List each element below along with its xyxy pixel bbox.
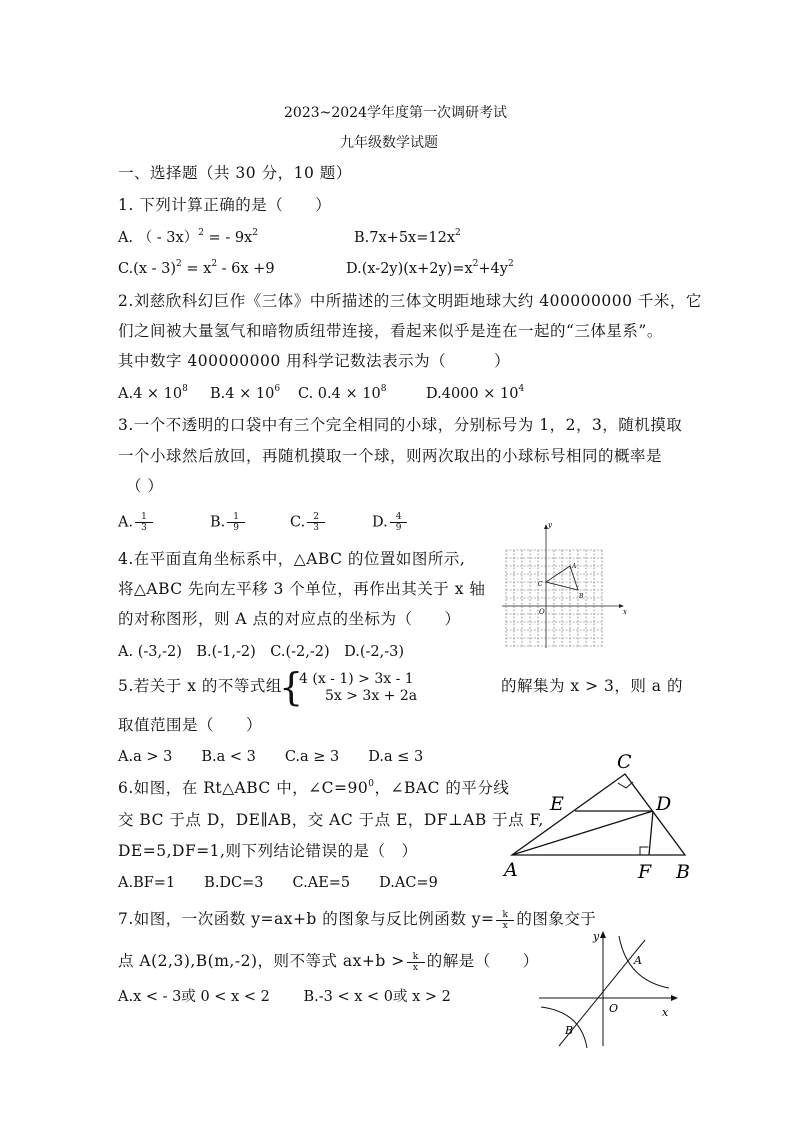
q1-stem: 1. 下列计算正确的是（ ） — [118, 196, 332, 214]
q2-line-1: 2.刘慈欣科幻巨作《三体》中所描述的三体文明距地球大约 400000000 千米，它 — [118, 292, 702, 310]
q6-label-c: C — [617, 751, 632, 773]
q7-hyperbola-branch-2 — [541, 1007, 587, 1048]
q4-y-label: y — [548, 521, 552, 529]
q7-options: A.x < - 3或 0 < x < 2 B.-3 < x < 0或 x > 2 — [118, 989, 451, 1005]
q2-option-c: C. $0.4 \times 10^8$ — [298, 384, 387, 402]
q2-option-a: $A.4 \times 10^8$ — [118, 384, 188, 402]
q2-line-3: 其中数字 400000000 用科学记数法表示为（ ） — [118, 352, 511, 370]
q7-line-2: 点 A(2,3),B(m,-2)，则不等式 ax+b > $\frac{k}{x}$ 的解是（ ） — [118, 951, 539, 973]
q5-line-2: 取值范围是（ ） — [118, 716, 263, 734]
q1-option-c: $C.(x - 3)^2 = x^2 - 6x +9$ — [118, 259, 275, 277]
q3-option-a: A. $\frac{1}{3}$ — [118, 512, 155, 533]
q7-x-label: x — [662, 1006, 669, 1019]
exam-title: 2023~2024学年度第一次调研考试 — [284, 105, 507, 121]
q6-line-df — [649, 811, 653, 855]
q7-function-graph-figure — [535, 928, 685, 1053]
q2-option-b: $B.4 \times 10^6$ — [210, 384, 281, 402]
q7-point-b-label: B — [565, 1024, 574, 1037]
q3-option-c: C. $\frac{2}{3}$ — [290, 512, 327, 533]
q4-origin-label: O — [539, 608, 545, 616]
q3-option-d: D. $\frac{4}{9}$ — [372, 512, 409, 533]
q6-right-angle-f — [640, 847, 649, 855]
q3-option-b: B. $\frac{1}{9}$ — [210, 512, 247, 533]
q4-point-c-label: C — [538, 581, 543, 588]
q6-right-angle-c — [618, 782, 633, 788]
q6-options: A.BF=1 B.DC=3 C.AE=5 D.AC=9 — [118, 875, 438, 891]
q1-option-b: $B.7x+5x=12x^2$ — [354, 228, 461, 246]
q3-line-3: （ ） — [126, 477, 164, 495]
q4-point-a-label: A — [572, 563, 577, 570]
q6-bisector-ad — [512, 811, 653, 855]
q4-line-2: 将△ABC 先向左平移 3 个单位，再作出其关于 x 轴 — [118, 580, 486, 598]
q5-system-brace: { — [279, 665, 304, 709]
section-heading: 一、选择题（共 30 分，10 题） — [118, 164, 352, 182]
q6-line-3: DE=5,DF=1,则下列结论错误的是（ ） — [118, 842, 418, 860]
q2-line-2: 们之间被大量氢气和暗物质纽带连接，看起来似乎是连在一起的“三体星系”。 — [118, 322, 663, 340]
q5-tail: 的解集为 x > 3，则 a 的 — [501, 677, 683, 695]
q6-line-2: 交 BC 于点 D，DE∥AB，交 AC 于点 E，DF⊥AB 于点 F, — [118, 811, 544, 829]
q4-line-3: 的对称图形，则 A 点的对应点的坐标为（ ） — [118, 610, 461, 628]
q7-y-label: y — [593, 930, 600, 943]
q6-label-d: D — [656, 793, 672, 815]
q5-inequality-1: 4 (x - 1) > 3x - 1 — [299, 671, 414, 687]
exam-subtitle: 九年级数学试题 — [340, 135, 438, 151]
q4-options: A. (-3,-2) B.(-1,-2) C.(-2,-2) D.(-2,-3) — [118, 644, 405, 660]
q5-inequality-2: 5x > 3x + 2a — [325, 688, 418, 704]
q7-point-a-label: A — [634, 954, 642, 967]
q6-line-1: 6.如图，在 Rt△ABC 中，$\angle C=90^0$，∠BAC 的平分线 — [118, 779, 510, 797]
q4-point-b-label: B — [579, 593, 584, 600]
q3-line-2: 一个小球然后放回，再随机摸取一个球，则两次取出的小球标号相同的概率是 — [118, 447, 663, 465]
q4-line-1: 4.在平面直角坐标系中，△ABC 的位置如图所示, — [118, 550, 466, 568]
q6-label-b: B — [676, 861, 690, 883]
q7-line-1: 7.如图，一次函数 y=ax+b 的图象与反比例函数 y= $\frac{k}{x}$ 的图象交于 — [118, 909, 597, 931]
q6-label-e: E — [550, 793, 564, 815]
q3-line-1: 3.一个不透明的口袋中有三个完全相同的小球，分别标号为 1，2，3，随机摸取 — [118, 416, 683, 434]
q5-options: A.a > 3 B.a < 3 C.a ≥ 3 D.a ≤ 3 — [118, 749, 424, 765]
q6-triangle-figure — [500, 748, 700, 883]
q5-lead: 5.若关于 x 的不等式组 — [118, 677, 282, 695]
q1-option-a: A. （ - 3x）$^2$ = - $9x^2$ — [118, 228, 258, 246]
q6-label-a: A — [504, 859, 518, 881]
q4-x-label: x — [623, 608, 627, 616]
q7-origin-label: O — [609, 1002, 619, 1015]
q4-coordinate-grid-figure — [500, 518, 635, 650]
q6-label-f: F — [638, 861, 652, 883]
q2-option-d: $D.4000 \times 10^4$ — [426, 384, 525, 402]
q1-option-d: $D.(x-2y)(x+2y)=x^2+4y^2$ — [346, 259, 514, 277]
q7-hyperbola-branch-1 — [619, 936, 669, 988]
